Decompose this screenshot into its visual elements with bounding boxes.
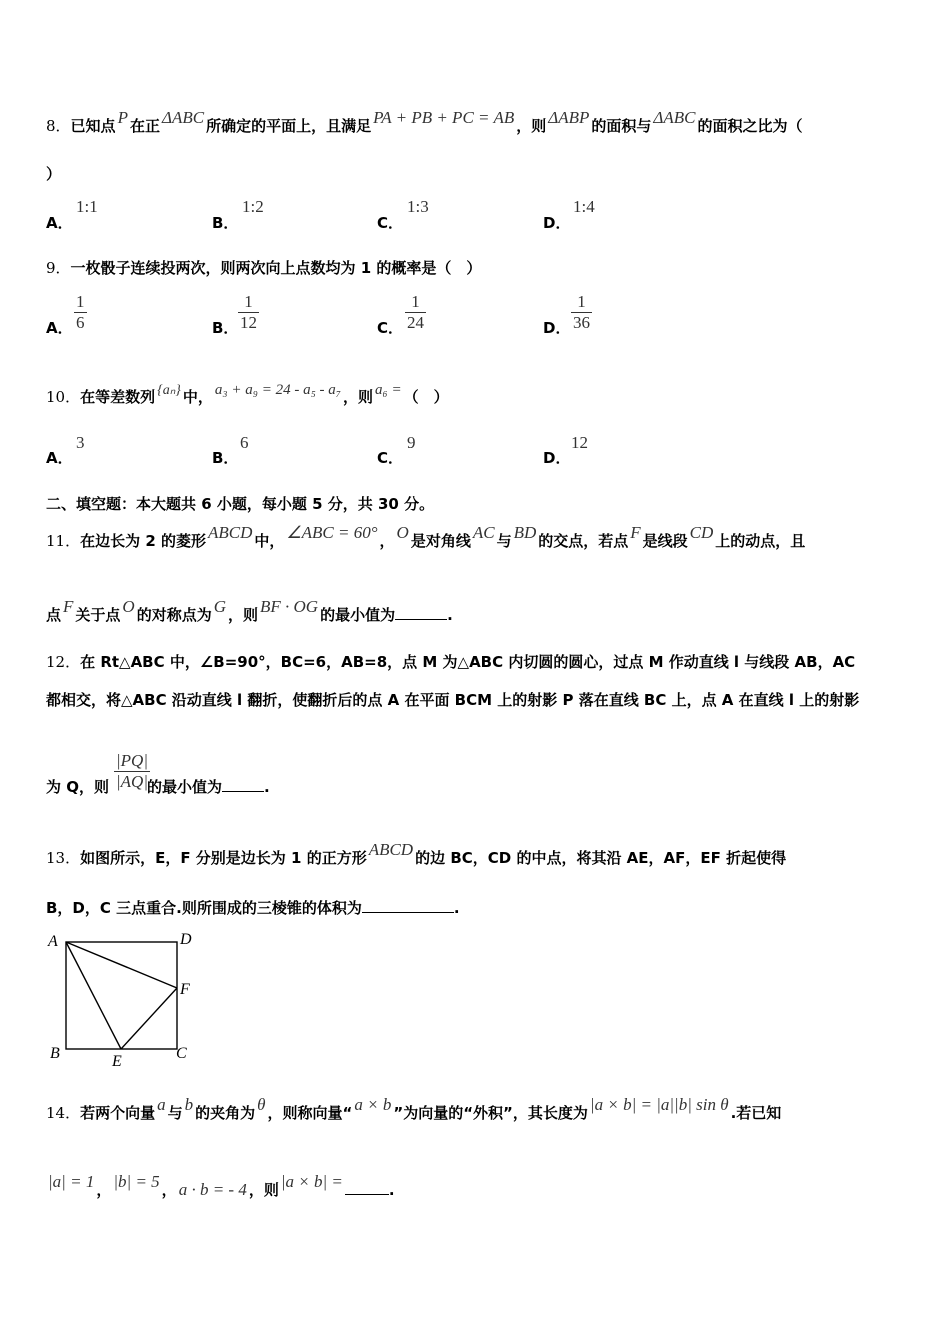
q11-line2 [46, 597, 453, 625]
q10-option-c-label: C． [377, 449, 404, 467]
q11-text: 的交点，若点 [538, 532, 629, 550]
q9-option-d-fraction [571, 292, 592, 333]
q11-math: F [630, 523, 641, 542]
q12-text: 的最小值为 [146, 778, 222, 796]
q13-math: ABCD [368, 840, 414, 859]
q12-text: 为 Q，则 [46, 778, 109, 796]
q9-text: 一枚骰子连续投两次，则两次向上点数均为 1 的概率是（ ） [70, 259, 482, 277]
q8-option-a-label: A． [46, 214, 73, 232]
q10-text: （ ） [403, 388, 449, 406]
q12-number: 12． [46, 653, 81, 671]
q10-option-a-label: A． [46, 449, 73, 467]
q11-text: 的最小值为 [320, 606, 396, 624]
q10-text: ，则 [343, 388, 374, 406]
figure-label-e: E [112, 1053, 122, 1070]
q10-option-d-label: D． [543, 449, 571, 467]
q11-math: BD [513, 523, 537, 542]
q14-text: ， [161, 1181, 177, 1199]
fraction-denominator: 12 [240, 313, 257, 332]
q11-text: 中， [254, 532, 285, 550]
fraction-numerator: 1 [76, 292, 85, 311]
q8-text: 所确定的平面上，且满足 [206, 117, 372, 135]
q10-math-sequence: {aₙ} [157, 383, 181, 398]
q8-option-b-value: 1:2 [242, 197, 264, 216]
q10-option-b-label: B． [212, 449, 239, 467]
fraction-denominator: 6 [76, 313, 85, 332]
q8-text: 的面积与 [591, 117, 652, 135]
q8-option-d-label: D． [543, 214, 571, 232]
q10-option-a-value: 3 [76, 433, 85, 452]
q13-answer-blank[interactable] [362, 912, 454, 913]
q11-math: BF · OG [260, 597, 319, 616]
q13-line1 [46, 840, 787, 868]
q10-option-b-value: 6 [240, 433, 249, 452]
q14-math: a × b [354, 1095, 392, 1114]
q11-text: 是对角线 [410, 532, 471, 550]
q13-square-figure [44, 928, 204, 1070]
q11-answer-blank[interactable] [395, 619, 447, 620]
figure-label-d: D [180, 931, 192, 948]
q14-math: |a × b| = [280, 1172, 343, 1191]
q14-math: b [184, 1095, 194, 1114]
q8-line2 [46, 164, 61, 184]
q11-math: O [122, 597, 135, 616]
q8-option-c-value: 1:3 [407, 197, 429, 216]
segment-ef [121, 988, 177, 1049]
q11-math: AC [472, 523, 495, 542]
q8-text: 在正 [129, 117, 160, 135]
q9-option-d-label: D． [543, 319, 571, 337]
q13-text: . [453, 899, 460, 917]
q11-text: ，则 [228, 606, 259, 624]
figure-label-f: F [180, 981, 190, 998]
q12-text: 都相交，将△ABC 沿动直线 l 翻折，使翻折后的点 A 在平面 BCM 上的射影 P 落在直线 BC 上，点 A 在直线 l 上的射影 [46, 691, 860, 709]
q9-number: 9． [46, 259, 71, 277]
q11-text: 与 [496, 532, 512, 550]
q13-number: 13． [46, 849, 81, 867]
q14-text: 若两个向量 [80, 1104, 156, 1122]
q12-answer-blank[interactable] [222, 791, 264, 792]
q11-text: 是线段 [642, 532, 688, 550]
q14-math: |a| = 1 [48, 1172, 95, 1191]
fraction-denominator: 36 [573, 313, 590, 332]
q8-text: 的面积之比为（ [697, 117, 803, 135]
q9-option-b-label: B． [212, 319, 239, 337]
q8-math-abc: ΔABC [653, 108, 696, 127]
q10-option-c-value: 9 [407, 433, 416, 452]
figure-label-b: B [50, 1045, 60, 1062]
q8-text: ，则 [516, 117, 547, 135]
q11-text: 在边长为 2 的菱形 [80, 532, 206, 550]
q11-text: ， [379, 532, 395, 550]
q9-option-a-fraction [74, 292, 87, 333]
q14-math: θ [257, 1095, 266, 1114]
q8-option-d-value: 1:4 [573, 197, 595, 216]
fraction-denominator: |AQ| [116, 772, 149, 791]
q8-close-paren: ） [46, 165, 62, 183]
q8-math-equation: PA + PB + PC = AB [373, 108, 515, 127]
q11-text: 点 [46, 606, 62, 624]
q11-math: ABCD [207, 523, 253, 542]
q9-option-b-fraction [238, 292, 259, 333]
fraction-numerator: 1 [411, 292, 420, 311]
q12-line2 [46, 690, 859, 710]
q10-text: 中， [182, 388, 213, 406]
q10-math-a6: a₆ = [375, 382, 402, 398]
q14-number: 14． [46, 1104, 81, 1122]
q8-math-abp: ΔABP [548, 108, 590, 127]
q11-math: O [396, 523, 409, 542]
q8-option-c-label: C． [377, 214, 404, 232]
q13-line2 [46, 898, 460, 918]
q8-math-p: P [117, 108, 128, 127]
q14-math: |b| = 5 [113, 1172, 160, 1191]
q11-text: . [447, 606, 453, 624]
q10-math-equation: a₃ + a₉ = 24 - a₅ - a₇ [214, 382, 341, 398]
q13-text: 如图所示，E，F 分别是边长为 1 的正方形 [80, 849, 367, 867]
q14-text: 与 [167, 1104, 183, 1122]
q14-line1 [46, 1095, 782, 1123]
fraction-numerator: 1 [577, 292, 586, 311]
figure-label-c: C [176, 1045, 187, 1062]
q9-line [46, 258, 481, 278]
segment-ae [66, 942, 121, 1049]
q11-line1 [46, 523, 806, 551]
q14-text: ， [96, 1181, 112, 1199]
q13-text: 的边 BC，CD 的中点，将其沿 AE，AF，EF 折起使得 [415, 849, 787, 867]
q9-option-a-label: A． [46, 319, 73, 337]
q14-text: ，则称向量“ [267, 1104, 353, 1122]
q9-option-c-label: C． [377, 319, 404, 337]
q11-text: 关于点 [75, 606, 121, 624]
q10-text: 在等差数列 [80, 388, 156, 406]
q14-line2 [46, 1172, 395, 1200]
q10-line [46, 382, 449, 409]
section-heading: 二、填空题：本大题共 6 小题，每小题 5 分，共 30 分。 [46, 495, 435, 513]
q14-text: .若已知 [730, 1104, 782, 1122]
q8-math-abc: ΔABC [161, 108, 205, 127]
q11-math: ∠ABC = 60° [286, 523, 378, 542]
q8-option-b-label: B． [212, 214, 239, 232]
q8-option-a-value: 1:1 [76, 197, 98, 216]
q14-math: a · b = - 4 [178, 1180, 247, 1199]
q10-option-d-value: 12 [571, 433, 588, 452]
fraction-numerator: |PQ| [116, 751, 149, 770]
q12-fraction [114, 751, 150, 792]
fraction-numerator: 1 [244, 292, 253, 311]
segment-af [66, 942, 177, 988]
q10-number: 10． [46, 388, 81, 406]
q12-text: . [264, 778, 270, 796]
q11-number: 11． [46, 532, 81, 550]
q11-math: F [63, 597, 74, 616]
q8-text: 已知点 [70, 117, 116, 135]
q12-line3 [46, 777, 270, 797]
q14-text: 的夹角为 [195, 1104, 256, 1122]
q14-text: ，则 [248, 1181, 279, 1199]
square-outline [66, 942, 177, 1049]
q11-math: G [213, 597, 226, 616]
q9-option-c-fraction [405, 292, 426, 333]
figure-label-a: A [48, 933, 58, 950]
q8-line1 [46, 108, 803, 136]
fraction-denominator: 24 [407, 313, 424, 332]
q11-text: 上的动点，且 [715, 532, 806, 550]
q13-text: B，D，C 三点重合.则所围成的三棱锥的体积为 [46, 899, 362, 917]
q12-line1 [46, 652, 855, 672]
q14-math: |a × b| = |a||b| sin θ [589, 1095, 729, 1114]
q11-text: 的对称点为 [136, 606, 212, 624]
q12-text: 在 Rt△ABC 中，∠B=90°，BC=6，AB=8，点 M 为△ABC 内切圆的圆心，过点 M 作动直线 l 与线段 AB，AC [80, 653, 856, 671]
q8-number: 8． [46, 117, 71, 135]
q11-math: CD [689, 523, 714, 542]
q14-math: a [157, 1095, 166, 1114]
q14-text: . [388, 1181, 395, 1199]
q14-answer-blank[interactable] [345, 1194, 389, 1195]
q14-text: ”为向量的“外积”，其长度为 [393, 1104, 588, 1122]
